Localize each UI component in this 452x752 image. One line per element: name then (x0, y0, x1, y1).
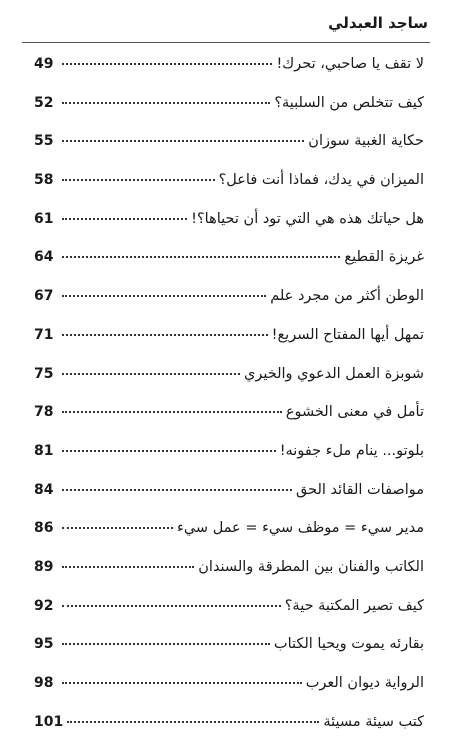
toc-entry-page: 81 (34, 442, 54, 459)
toc-entry-page: 84 (34, 481, 54, 498)
toc-entry-page: 101 (34, 713, 64, 730)
dot-leader (62, 102, 270, 104)
toc-entry-title: مدير سيء = موظف سيء = عمل سيء (177, 520, 424, 537)
toc-entry (34, 56, 424, 95)
toc-entry-page: 64 (34, 249, 54, 266)
dot-leader (62, 334, 268, 336)
toc-entry-page: 67 (34, 288, 54, 305)
dot-leader (62, 256, 340, 258)
toc-entry-page: 52 (34, 94, 54, 111)
toc-entry-title: كتب سيئة مسيئة (323, 713, 424, 730)
toc-entry (34, 714, 424, 752)
toc-entry (34, 404, 424, 443)
toc-entry-page: 71 (34, 326, 54, 343)
toc-entry-title: حكاية الغبية سوزان (308, 133, 424, 150)
dot-leader (62, 179, 215, 181)
dot-leader (62, 63, 272, 65)
toc-entry-page: 86 (34, 520, 54, 537)
toc-entry (34, 559, 424, 598)
toc-entry-title: لا تقف يا صاحبي، تحرك! (276, 56, 424, 72)
toc-entry (34, 598, 424, 637)
toc-entry-page: 95 (34, 636, 54, 653)
toc-entry (34, 482, 424, 521)
toc-entry (34, 327, 424, 366)
toc-entry (34, 288, 424, 327)
dot-leader (62, 527, 173, 529)
toc-entry-title: مواصفات القائد الحق (296, 481, 424, 498)
toc-entry (34, 520, 424, 559)
toc-entry (34, 636, 424, 675)
toc-entry (34, 133, 424, 172)
toc-entry (34, 249, 424, 288)
dot-leader (62, 566, 194, 568)
toc-entry (34, 443, 424, 482)
dot-leader (62, 411, 282, 413)
toc-entry-title: الكاتب والفنان بين المطرقة والسندان (198, 558, 424, 575)
toc-entry-page: 98 (34, 675, 54, 691)
table-of-contents (34, 56, 424, 752)
dot-leader (62, 140, 304, 142)
toc-entry-page: 89 (34, 558, 54, 575)
toc-entry (34, 172, 424, 211)
header-divider (22, 42, 430, 43)
toc-entry-page: 61 (34, 210, 54, 227)
toc-entry-title: كيف تتخلص من السلبية؟ (274, 94, 424, 111)
dot-leader (62, 489, 292, 491)
toc-entry-title: تمهل أيها المفتاح السريع! (271, 326, 424, 343)
toc-entry-page: 49 (34, 56, 54, 72)
toc-entry (34, 675, 424, 714)
dot-leader (62, 450, 276, 452)
toc-entry-title: الرواية ديوان العرب (305, 675, 424, 691)
dot-leader (67, 721, 319, 723)
dot-leader (62, 643, 270, 645)
toc-entry-title: غريزة القطيع (344, 249, 424, 266)
toc-entry-page: 55 (34, 133, 54, 150)
toc-entry-title: الميزان في يدك، فماذا أنت فاعل؟ (218, 172, 424, 189)
dot-leader (62, 295, 266, 297)
toc-entry-page: 75 (34, 365, 54, 382)
toc-entry-title: تأمل في معنى الخشوع (285, 404, 424, 421)
toc-entry-title: هل حياتك هذه هي التي تود أن تحياها؟! (191, 210, 424, 227)
running-header-author: ساجد العبدلي (328, 14, 428, 32)
toc-entry (34, 95, 424, 134)
toc-entry (34, 366, 424, 405)
toc-entry-title: شوبزة العمل الدعوي والخيري (244, 365, 424, 382)
toc-entry-page: 92 (34, 597, 54, 614)
toc-entry (34, 211, 424, 250)
toc-entry-title: بلوتو... ينام ملء جفونه! (279, 442, 424, 459)
toc-entry-page: 58 (34, 172, 54, 189)
dot-leader (62, 682, 302, 684)
toc-entry-title: بقارئه يموت ويحيا الكتاب (273, 636, 424, 653)
dot-leader (62, 605, 281, 607)
dot-leader (62, 373, 240, 375)
toc-entry-page: 78 (34, 404, 54, 421)
toc-entry-title: الوطن أكثر من مجرد علم (270, 288, 424, 305)
toc-entry-title: كيف تصير المكتبة حية؟ (284, 597, 424, 614)
dot-leader (62, 218, 187, 220)
